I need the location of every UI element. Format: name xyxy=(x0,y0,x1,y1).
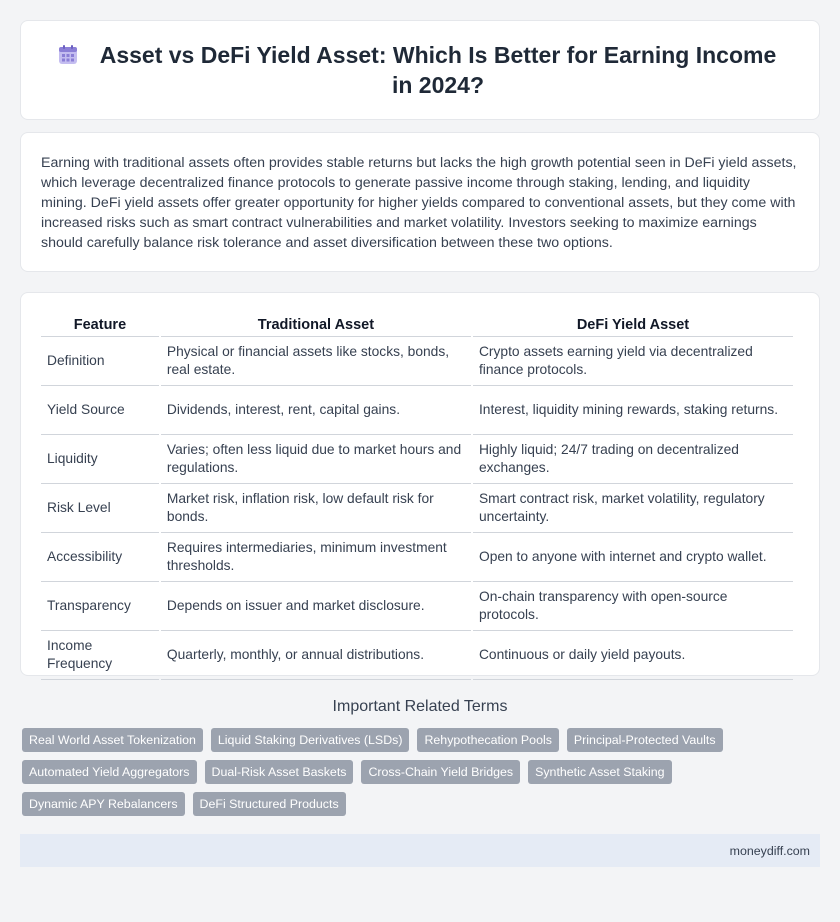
feature-cell: Risk Level xyxy=(41,484,159,533)
defi-cell: Continuous or daily yield payouts. xyxy=(473,631,793,680)
tag-dynamic-apy-rebalancers[interactable]: Dynamic APY Rebalancers xyxy=(22,792,185,816)
footer xyxy=(20,834,820,867)
table-row xyxy=(41,533,793,582)
tag-synthetic-asset-staking[interactable]: Synthetic Asset Staking xyxy=(528,760,671,784)
related-terms-section xyxy=(0,698,840,816)
table-row xyxy=(41,435,793,484)
header-defi-yield-asset: DeFi Yield Asset xyxy=(473,313,793,337)
header-traditional-asset: Traditional Asset xyxy=(161,313,471,337)
defi-cell: Highly liquid; 24/7 trading on decentralized exchanges. xyxy=(473,435,793,484)
traditional-cell: Depends on issuer and market disclosure. xyxy=(161,582,471,631)
footer-site-link[interactable]: moneydiff.com xyxy=(729,843,810,858)
comparison-table xyxy=(39,313,795,680)
calendar-icon xyxy=(57,44,79,66)
feature-cell: Income Frequency xyxy=(41,631,159,680)
table-row xyxy=(41,386,793,435)
feature-cell: Transparency xyxy=(41,582,159,631)
header-feature: Feature xyxy=(41,313,159,337)
traditional-cell: Requires intermediaries, minimum investment thresholds. xyxy=(161,533,471,582)
defi-cell: Crypto assets earning yield via decentralized finance protocols. xyxy=(473,337,793,386)
tag-liquid-staking-derivatives[interactable]: Liquid Staking Derivatives (LSDs) xyxy=(211,728,410,752)
comparison-card xyxy=(20,292,820,676)
table-row xyxy=(41,582,793,631)
title-card xyxy=(20,20,820,120)
table-row xyxy=(41,631,793,680)
tag-principal-protected-vaults[interactable]: Principal-Protected Vaults xyxy=(567,728,723,752)
tag-cross-chain-yield-bridges[interactable]: Cross-Chain Yield Bridges xyxy=(361,760,520,784)
feature-cell: Accessibility xyxy=(41,533,159,582)
title-wrap xyxy=(57,40,783,100)
tag-automated-yield-aggregators[interactable]: Automated Yield Aggregators xyxy=(22,760,197,784)
tag-rehypothecation-pools[interactable]: Rehypothecation Pools xyxy=(417,728,558,752)
related-terms-tags xyxy=(0,728,840,816)
tag-dual-risk-asset-baskets[interactable]: Dual-Risk Asset Baskets xyxy=(205,760,354,784)
traditional-cell: Market risk, inflation risk, low default risk for bonds. xyxy=(161,484,471,533)
feature-cell: Liquidity xyxy=(41,435,159,484)
table-header-row xyxy=(41,313,793,337)
related-terms-title: Important Related Terms xyxy=(332,698,508,715)
traditional-cell: Quarterly, monthly, or annual distributions. xyxy=(161,631,471,680)
traditional-cell: Varies; often less liquid due to market hours and regulations. xyxy=(161,435,471,484)
feature-cell: Definition xyxy=(41,337,159,386)
table-row xyxy=(41,484,793,533)
table-row xyxy=(41,337,793,386)
tag-defi-structured-products[interactable]: DeFi Structured Products xyxy=(193,792,346,816)
defi-cell: Smart contract risk, market volatility, regulatory uncertainty. xyxy=(473,484,793,533)
defi-cell: Interest, liquidity mining rewards, staking returns. xyxy=(473,386,793,435)
feature-cell: Yield Source xyxy=(41,386,159,435)
defi-cell: On-chain transparency with open-source protocols. xyxy=(473,582,793,631)
intro-card xyxy=(20,132,820,272)
traditional-cell: Physical or financial assets like stocks, bonds, real estate. xyxy=(161,337,471,386)
page-title: Asset vs DeFi Yield Asset: Which Is Better for Earning Income in 2024? xyxy=(99,42,777,98)
tag-real-world-asset-tokenization[interactable]: Real World Asset Tokenization xyxy=(22,728,203,752)
traditional-cell: Dividends, interest, rent, capital gains. xyxy=(161,386,471,435)
intro-text: Earning with traditional assets often provides stable returns but lacks the high growth potential seen in DeFi yield assets, which leverage decentralized finance protocols to generate passive income through staking, lending, and liquidity mining. DeFi yield assets offer greater opportunity for higher yields compared to conventional assets, but they come with increased risks such as smart contract vulnerabilities and market volatility. Investors seeking to maximize earnings should carefully balance risk tolerance and asset diversification between these two options. xyxy=(41,155,797,251)
defi-cell: Open to anyone with internet and crypto wallet. xyxy=(473,533,793,582)
